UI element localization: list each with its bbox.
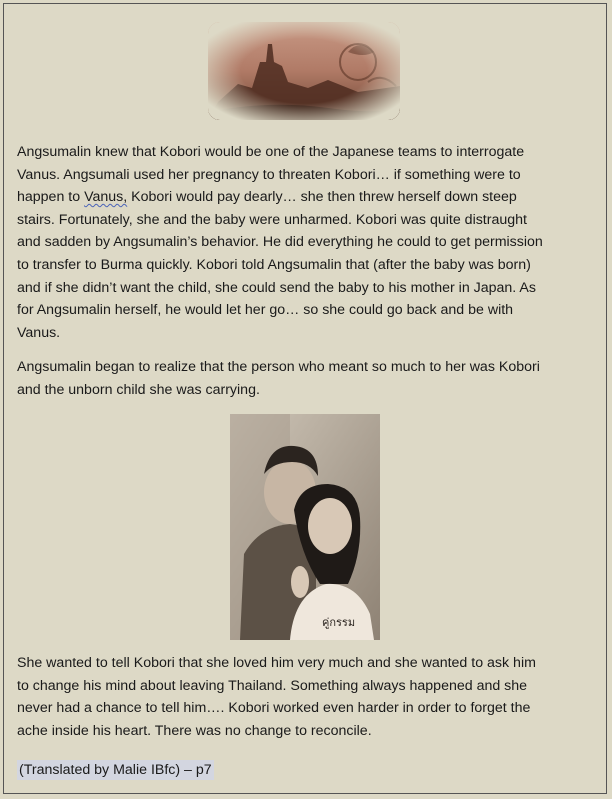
paragraph-line — [17, 186, 597, 209]
couple-photo — [230, 414, 380, 640]
paragraph-line: Vanus. — [17, 324, 61, 341]
paragraph-line: for Angsumalin herself, he would let her go… so she could go back and be with — [17, 302, 514, 319]
paragraph-line: and if she didn’t want the child, she could send the baby to his mother in Japan. As — [17, 279, 536, 296]
text-segment: Kobori would pay dearly… she then threw herself down steep — [127, 189, 517, 206]
photo-caption: คู่กรรม — [322, 616, 356, 629]
couple-portrait-icon — [230, 414, 380, 640]
spellcheck-word: Vanus, — [84, 189, 128, 206]
paragraph-line: never had a chance to tell him…. Kobori worked even harder in order to forget the — [17, 700, 531, 717]
paragraph-2 — [17, 356, 597, 401]
paragraph-line: She wanted to tell Kobori that she loved him very much and she wanted to ask him — [17, 655, 536, 671]
paragraph-line: Angsumalin began to realize that the person who meant so much to her was Kobori — [17, 359, 540, 375]
paragraph-3 — [17, 652, 597, 742]
paragraph-line: to transfer to Burma quickly. Kobori told Angsumalin that (after the baby was born) — [17, 256, 531, 273]
sepia-war-scene-icon — [208, 22, 400, 120]
paragraph-line: Vanus. Angsumali used her pregnancy to threaten Kobori… if something were to — [17, 166, 521, 183]
translator-credit: (Translated by Malie IBfc) – p7 — [19, 762, 212, 778]
banner-image — [208, 22, 400, 120]
paragraph-line: and the unborn child she was carrying. — [17, 381, 260, 398]
text-segment: happen to — [17, 189, 85, 206]
paragraph-1 — [17, 141, 597, 344]
paragraph-line: to change his mind about leaving Thailand. Something always happened and she — [17, 677, 528, 694]
paragraph-line: stairs. Fortunately, she and the baby were unharmed. Kobori was quite distraught — [17, 211, 527, 228]
paragraph-line: and sadden by Angsumalin’s behavior. He did everything he could to get permission — [17, 234, 543, 251]
paragraph-line: Angsumalin knew that Kobori would be one of the Japanese teams to interrogate — [17, 144, 525, 160]
paragraph-line: ache inside his heart. There was no change to reconcile. — [17, 722, 372, 739]
